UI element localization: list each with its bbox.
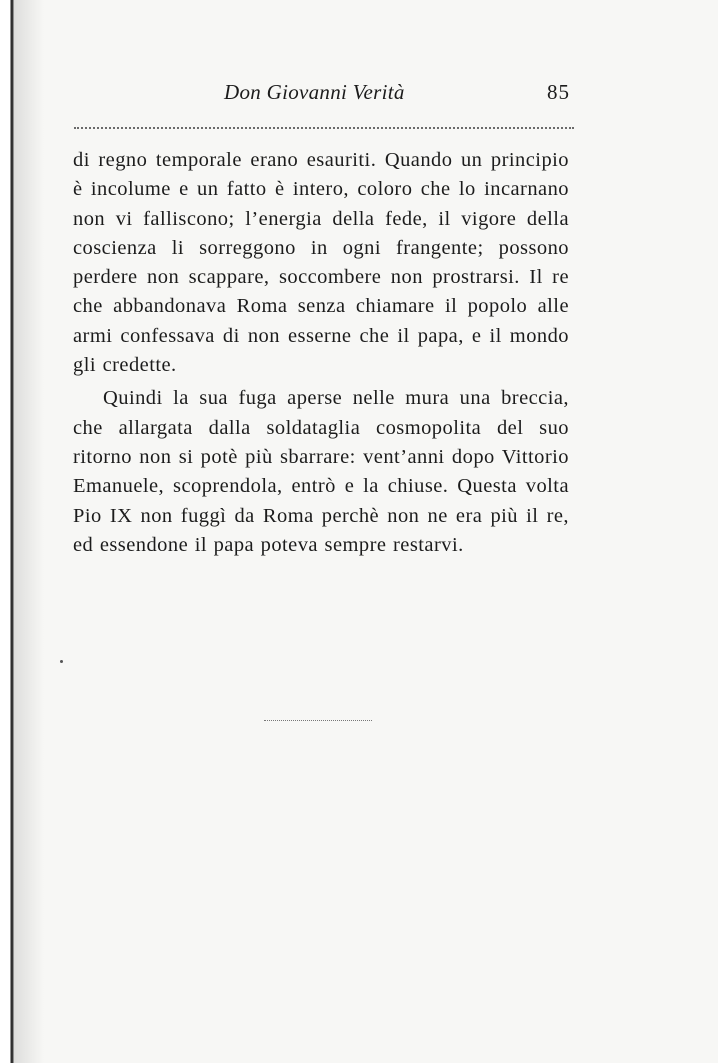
binding-edge <box>0 0 14 1063</box>
paper-speck <box>60 660 63 663</box>
paragraph-2: Quindi la sua fuga aperse nelle mura una breccia, che allargata dalla soldataglia cosmopolita del suo ritorno non si potè più sbarrare: vent’anni dopo Vittorio Emanuele, scoprendola, entrò e la chiuse. Questa volta Pio IX non fuggì da Roma perchè non ne era più il re, ed essendone il papa poteva sempre restarvi. <box>73 387 569 556</box>
end-dotted-rule <box>264 720 372 721</box>
page-number: 85 <box>547 80 570 104</box>
paragraph-1: di regno temporale erano esauriti. Quando un principio è incolume e un fatto è intero, coloro che lo incarnano non vi falliscono; l’energia della fede, il vigore della coscienza li sorreggono in ogni frangente; possono perdere non scappare, soccombere non prostrarsi. Il re che abbandonava Roma senza chiamare il popolo alle armi confessava di non esserne che il papa, e il mondo gli credette. <box>73 149 569 377</box>
running-head <box>74 80 574 116</box>
body-text <box>73 146 569 564</box>
gutter-shadow <box>14 0 44 1063</box>
running-title: Don Giovanni Verità <box>224 80 405 104</box>
header-dotted-rule <box>74 127 574 129</box>
